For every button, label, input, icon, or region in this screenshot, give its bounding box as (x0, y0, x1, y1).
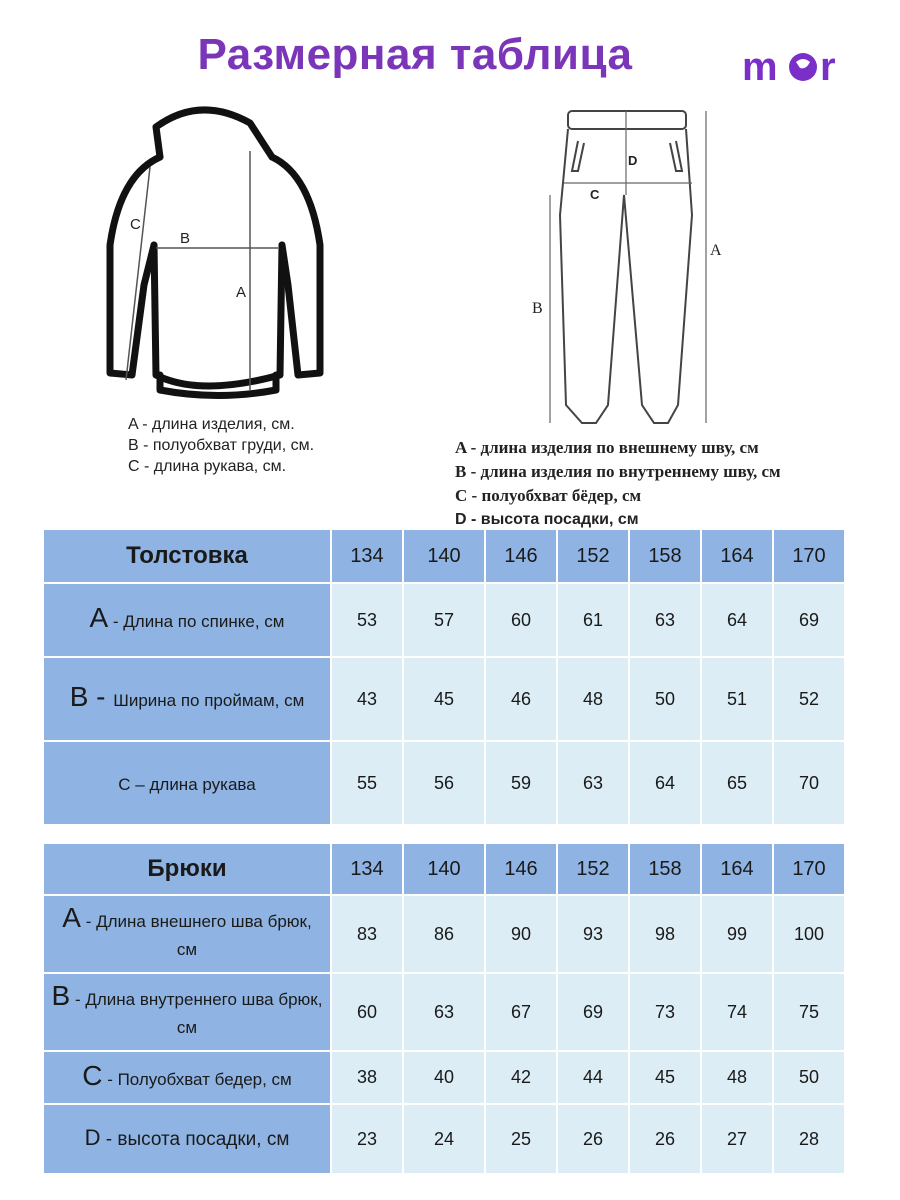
row-label (44, 658, 330, 740)
size-header: 146 (486, 530, 556, 582)
hoodie-label-c: C (130, 216, 141, 233)
row-label (44, 974, 330, 1050)
row-desc: - Длина внешнего шва брюк, см (80, 912, 312, 959)
row-desc: - высота посадки, см (100, 1129, 290, 1150)
size-header: 158 (630, 844, 700, 894)
pants-legend (455, 436, 781, 532)
size-header: 170 (774, 530, 844, 582)
pants-legend-b: B - длина изделия по внутреннему шву, см (455, 462, 781, 481)
table-cell: 93 (558, 896, 628, 972)
row-letter: B - (69, 681, 114, 712)
table-cell: 23 (332, 1105, 402, 1173)
size-header: 152 (558, 844, 628, 894)
table-row (44, 742, 844, 824)
table-cell: 59 (486, 742, 556, 824)
table-cell: 75 (774, 974, 844, 1050)
row-letter: C (82, 1059, 103, 1091)
table-cell: 100 (774, 896, 844, 972)
row-label (44, 1105, 330, 1173)
table-cell: 98 (630, 896, 700, 972)
hoodie-table-title: Толстовка (44, 530, 330, 582)
row-letter: A (89, 602, 109, 633)
row-label (44, 584, 330, 656)
hoodie-legend-a: A - длина изделия, см. (128, 416, 295, 433)
table-cell: 67 (486, 974, 556, 1050)
table-cell: 65 (702, 742, 772, 824)
table-cell: 69 (558, 974, 628, 1050)
table-cell: 63 (404, 974, 484, 1050)
size-header: 140 (404, 844, 484, 894)
table-row (44, 1105, 844, 1173)
pants-legend-d: D - высота посадки, см (455, 511, 639, 528)
hoodie-legend (128, 414, 314, 477)
table-row (44, 974, 844, 1050)
table-row (44, 584, 844, 656)
table-cell: 63 (630, 584, 700, 656)
table-cell: 24 (404, 1105, 484, 1173)
table-cell: 73 (630, 974, 700, 1050)
row-letter: B (51, 980, 71, 1011)
hoodie-legend-b: B - полуобхват груди, см. (128, 437, 315, 454)
table-cell: 26 (558, 1105, 628, 1173)
table-cell: 60 (332, 974, 402, 1050)
pants-legend-a: A - длина изделия по внешнему шву, см (455, 438, 759, 457)
table-cell: 45 (630, 1052, 700, 1103)
table-cell: 70 (774, 742, 844, 824)
table-cell: 50 (774, 1052, 844, 1103)
row-desc: - Длина по спинке, см (108, 612, 285, 631)
table-cell: 69 (774, 584, 844, 656)
pants-table-title: Брюки (44, 844, 330, 894)
row-label (44, 896, 330, 972)
table-cell: 27 (702, 1105, 772, 1173)
hoodie-size-table (42, 528, 846, 826)
row-desc: C – длина рукава (118, 775, 256, 794)
table-cell: 52 (774, 658, 844, 740)
pants-legend-c: C - полуобхват бёдер, см (455, 486, 642, 505)
row-desc: Ширина по проймам, см (113, 691, 305, 710)
table-cell: 42 (486, 1052, 556, 1103)
table-cell: 48 (558, 658, 628, 740)
table-cell: 83 (332, 896, 402, 972)
logo-text-r: r (820, 45, 836, 89)
logo-text-m: m (742, 45, 778, 89)
pants-label-b: B (532, 300, 543, 317)
table-cell: 44 (558, 1052, 628, 1103)
hoodie-legend-c: C - длина рукава, см. (128, 458, 287, 475)
size-header: 164 (702, 844, 772, 894)
page-title: Размерная таблица (197, 30, 633, 79)
row-desc: - Полуобхват бедер, см (102, 1069, 292, 1089)
hoodie-label-b: B (180, 230, 191, 247)
table-cell: 51 (702, 658, 772, 740)
table-cell: 46 (486, 658, 556, 740)
table-cell: 28 (774, 1105, 844, 1173)
table-cell: 64 (630, 742, 700, 824)
table-cell: 26 (630, 1105, 700, 1173)
table-cell: 50 (630, 658, 700, 740)
table-cell: 60 (486, 584, 556, 656)
table-cell: 64 (702, 584, 772, 656)
size-header: 164 (702, 530, 772, 582)
table-row (44, 896, 844, 972)
table-cell: 99 (702, 896, 772, 972)
size-header: 140 (404, 530, 484, 582)
table-cell: 40 (404, 1052, 484, 1103)
row-letter: D (84, 1125, 101, 1150)
table-cell: 38 (332, 1052, 402, 1103)
table-row (44, 658, 844, 740)
size-header: 134 (332, 844, 402, 894)
table-cell: 55 (332, 742, 402, 824)
table-row (44, 1052, 844, 1103)
hoodie-outline (110, 110, 320, 396)
pants-label-a: A (710, 242, 722, 259)
hoodie-label-a: A (236, 284, 247, 301)
table-cell: 45 (404, 658, 484, 740)
table-cell: 74 (702, 974, 772, 1050)
pants-label-c: C (590, 187, 600, 202)
table-cell: 25 (486, 1105, 556, 1173)
row-label (44, 1052, 330, 1103)
hoodie-diagram (100, 105, 340, 405)
size-header: 152 (558, 530, 628, 582)
table-header-row (44, 844, 844, 894)
size-header: 158 (630, 530, 700, 582)
size-header: 170 (774, 844, 844, 894)
row-label (44, 742, 330, 824)
pants-label-d: D (628, 153, 638, 168)
table-cell: 53 (332, 584, 402, 656)
row-letter: A (62, 902, 81, 933)
table-cell: 48 (702, 1052, 772, 1103)
pants-size-table (42, 842, 846, 1175)
brand-logo (740, 42, 850, 92)
size-header: 134 (332, 530, 402, 582)
table-cell: 57 (404, 584, 484, 656)
table-header-row (44, 530, 844, 582)
size-header: 146 (486, 844, 556, 894)
table-cell: 86 (404, 896, 484, 972)
table-cell: 61 (558, 584, 628, 656)
table-cell: 63 (558, 742, 628, 824)
row-desc: - Длина внутреннего шва брюк, см (70, 990, 323, 1037)
table-cell: 43 (332, 658, 402, 740)
pants-diagram (520, 105, 740, 435)
table-cell: 56 (404, 742, 484, 824)
table-cell: 90 (486, 896, 556, 972)
